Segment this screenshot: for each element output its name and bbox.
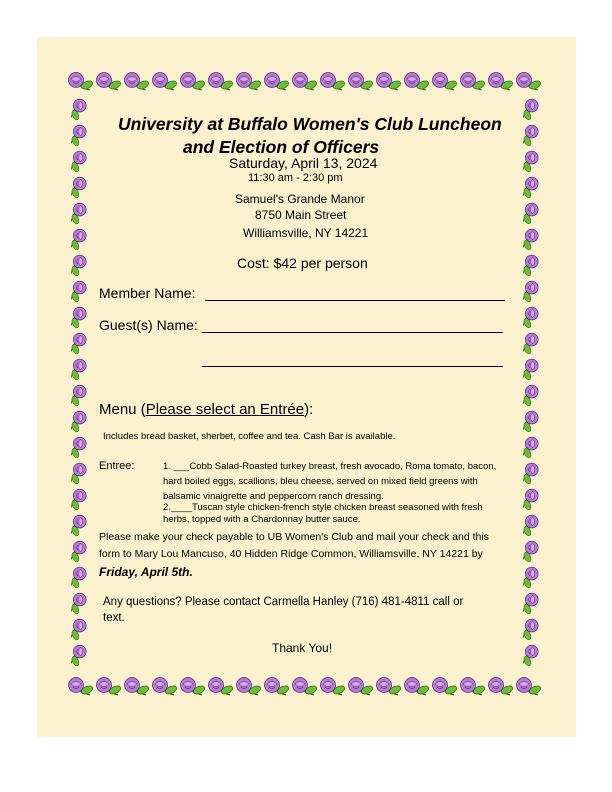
thank-you: Thank You!: [272, 641, 333, 655]
event-title-line2: and Election of Officers: [183, 137, 380, 157]
payment-instructions: Please make your check payable to UB Women's Club and mail your check and this: [99, 531, 489, 543]
menu-heading-instruction: Please select an Entrée: [145, 401, 305, 418]
entree-option-1-line3: balsamic vinaigrette and peppercorn ranch dressing.: [163, 491, 384, 502]
contact-info: Any questions? Please contact Carmella Hanley (716) 481-4811 call or: [103, 596, 464, 608]
menu-heading-prefix: Menu (: [99, 401, 146, 418]
event-title: University at Buffalo Women's Club Luncheon: [118, 114, 502, 134]
guest-name-field[interactable]: [202, 332, 503, 333]
entree-label: Entree:: [99, 460, 135, 472]
menu-heading-suffix: ):: [304, 401, 314, 418]
entree-option-2-line2: herbs, topped with a Chardonnay butter sauce.: [163, 514, 361, 525]
member-name-field[interactable]: [205, 300, 505, 301]
event-cost: Cost: $42 per person: [237, 255, 368, 271]
contact-info-line2: text.: [103, 612, 125, 624]
member-name-label: Member Name:: [99, 285, 196, 301]
venue-city: Williamsville, NY 14221: [243, 226, 369, 240]
guest-name-label: Guest(s) Name:: [99, 317, 198, 333]
entree-option-1[interactable]: 1. ___Cobb Salad-Roasted turkey breast, fresh avocado, Roma tomato, bacon,: [163, 461, 497, 472]
menu-includes: Includes bread basket, sherbet, coffee and tea. Cash Bar is available.: [103, 431, 396, 442]
event-date: Saturday, April 13, 2024: [229, 155, 378, 171]
payment-deadline: Friday, April 5th.: [99, 565, 193, 579]
event-time: 11:30 am - 2:30 pm: [248, 172, 343, 184]
venue-name: Samuel's Grande Manor: [235, 192, 365, 206]
entree-option-2[interactable]: 2.____Tuscan style chicken-french style chicken breast seasoned with fresh: [163, 502, 483, 513]
venue-street: 8750 Main Street: [255, 208, 347, 222]
menu-heading: [99, 401, 313, 418]
entree-option-1-line2: hard boiled eggs, scallions, bleu cheese, served on mixed field greens with: [163, 476, 478, 487]
payment-instructions-line2: form to Mary Lou Mancuso, 40 Hidden Ridge Common, Williamsville, NY 14221 by: [99, 548, 483, 560]
guest-name-field-2[interactable]: [202, 366, 503, 367]
